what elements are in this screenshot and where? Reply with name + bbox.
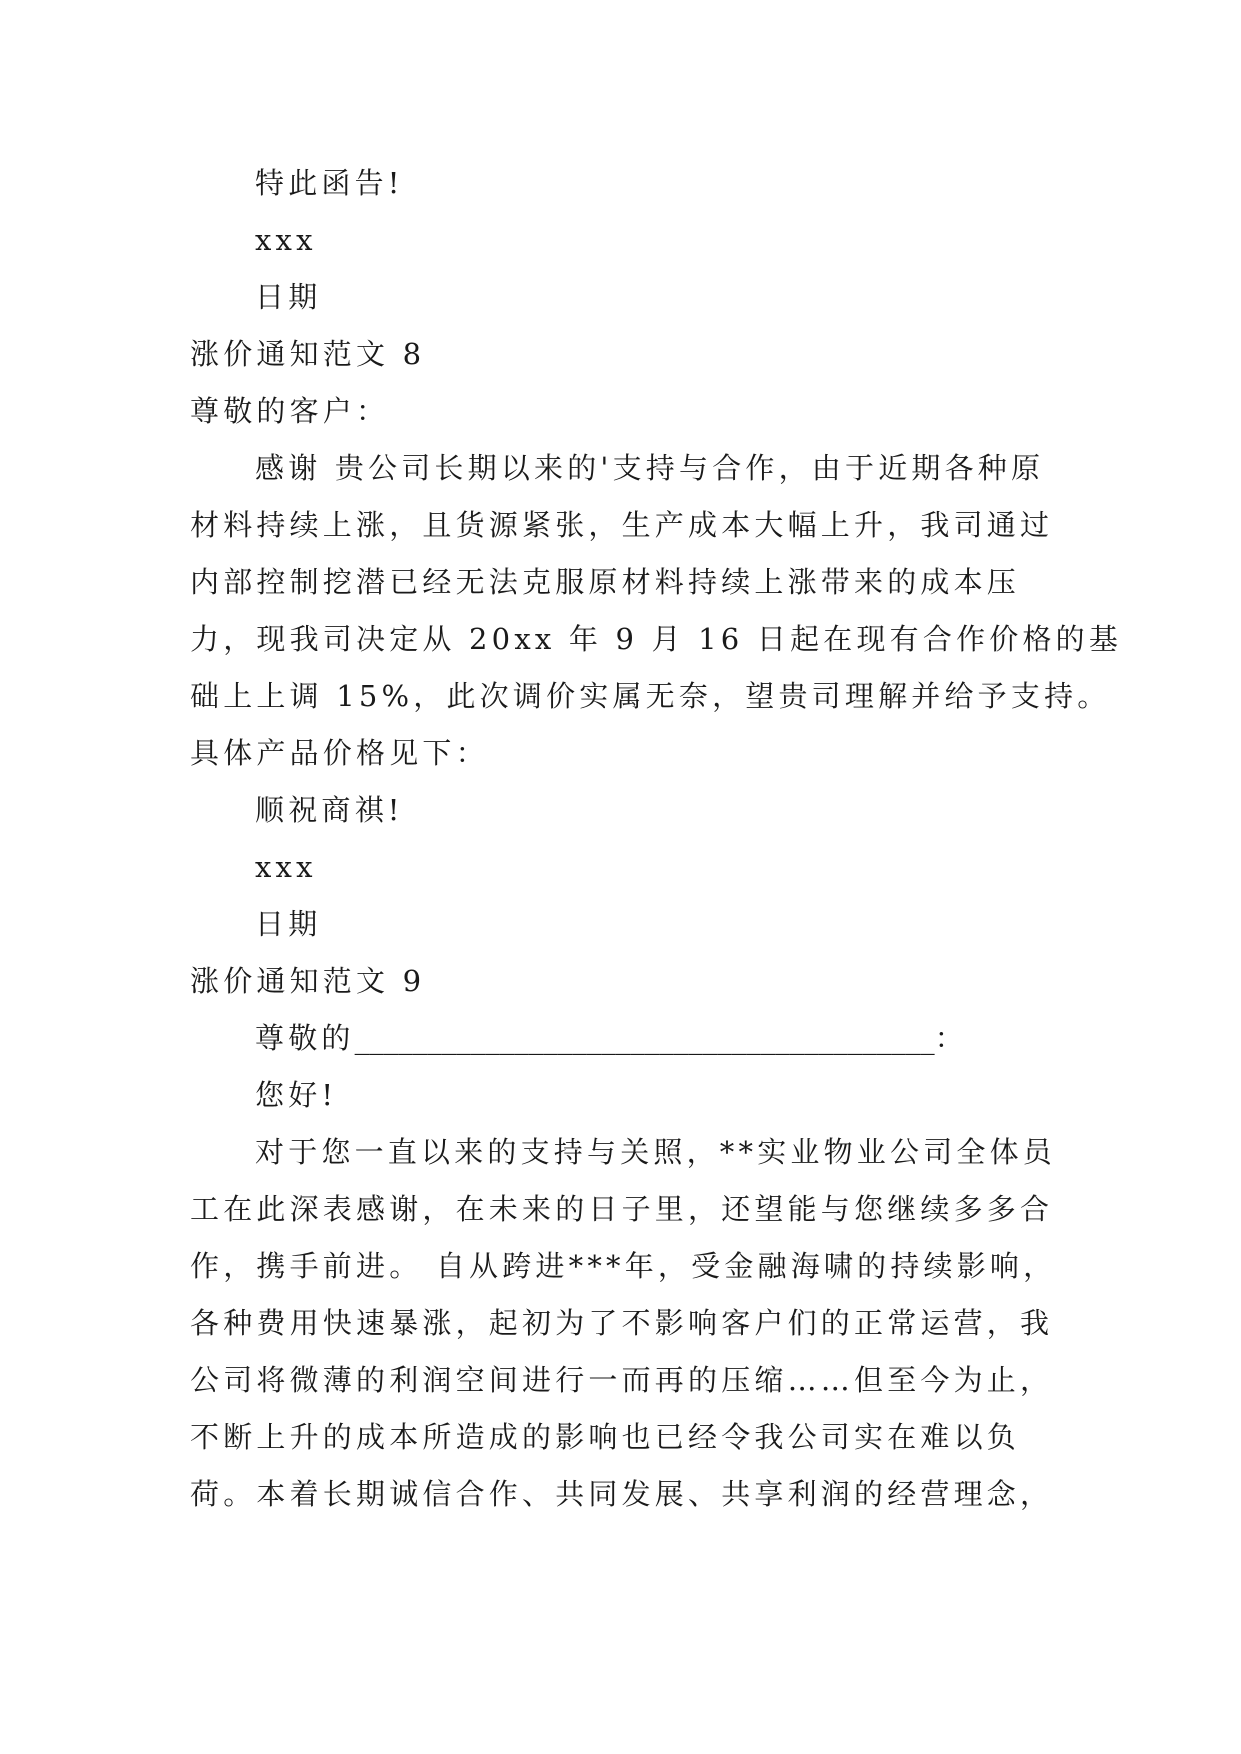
salutation <box>190 1010 1135 1066</box>
paragraph-line: 材料持续上涨，且货源紧张，生产成本大幅上升，我司通过 <box>190 508 1054 542</box>
closing-remark: 顺祝商祺! <box>255 793 404 827</box>
paragraph-line: 感谢 贵公司长期以来的'支持与合作，由于近期各种原 <box>255 451 1045 485</box>
date-line: 日期 <box>255 280 322 314</box>
paragraph-line: 具体产品价格见下： <box>190 736 489 770</box>
date-line: 日期 <box>255 907 322 941</box>
paragraph-line: 各种费用快速暴涨，起初为了不影响客户们的正常运营，我 <box>190 1306 1054 1340</box>
paragraph-line: 础上上调 15%，此次调价实属无奈，望贵司理解并给予支持。 <box>190 679 1111 713</box>
section-heading: 涨价通知范文 9 <box>190 964 426 998</box>
paragraph-line: 力，现我司决定从 20xx 年 9 月 16 日起在现有合作价格的基 <box>190 622 1123 656</box>
paragraph-line: 工在此深表感谢，在未来的日子里，还望能与您继续多多合 <box>190 1192 1054 1226</box>
salutation-prefix: 尊敬的 <box>255 1021 355 1055</box>
section-heading: 涨价通知范文 8 <box>190 337 426 371</box>
closing-remark: 特此函告! <box>255 166 404 200</box>
paragraph-line: 对于您一直以来的支持与关照，**实业物业公司全体员 <box>255 1135 1057 1169</box>
salutation-suffix: ： <box>934 1021 968 1055</box>
signature: xxx <box>255 223 317 257</box>
greeting: 您好! <box>255 1078 338 1112</box>
paragraph-line: 公司将微薄的利润空间进行一而再的压缩……但至今为止， <box>190 1363 1054 1397</box>
salutation: 尊敬的客户： <box>190 394 390 428</box>
paragraph-line: 不断上升的成本所造成的影响也已经令我公司实在难以负 <box>190 1420 1021 1454</box>
signature: xxx <box>255 850 317 884</box>
paragraph-line: 内部控制挖潜已经无法克服原材料持续上涨带来的成本压 <box>190 565 1021 599</box>
salutation-blank: ________________________________________ <box>354 1021 935 1055</box>
paragraph-line: 作，携手前进。 自从跨进***年，受金融海啸的持续影响， <box>190 1249 1057 1283</box>
paragraph-line: 荷。本着长期诚信合作、共同发展、共享利润的经营理念， <box>190 1477 1054 1511</box>
